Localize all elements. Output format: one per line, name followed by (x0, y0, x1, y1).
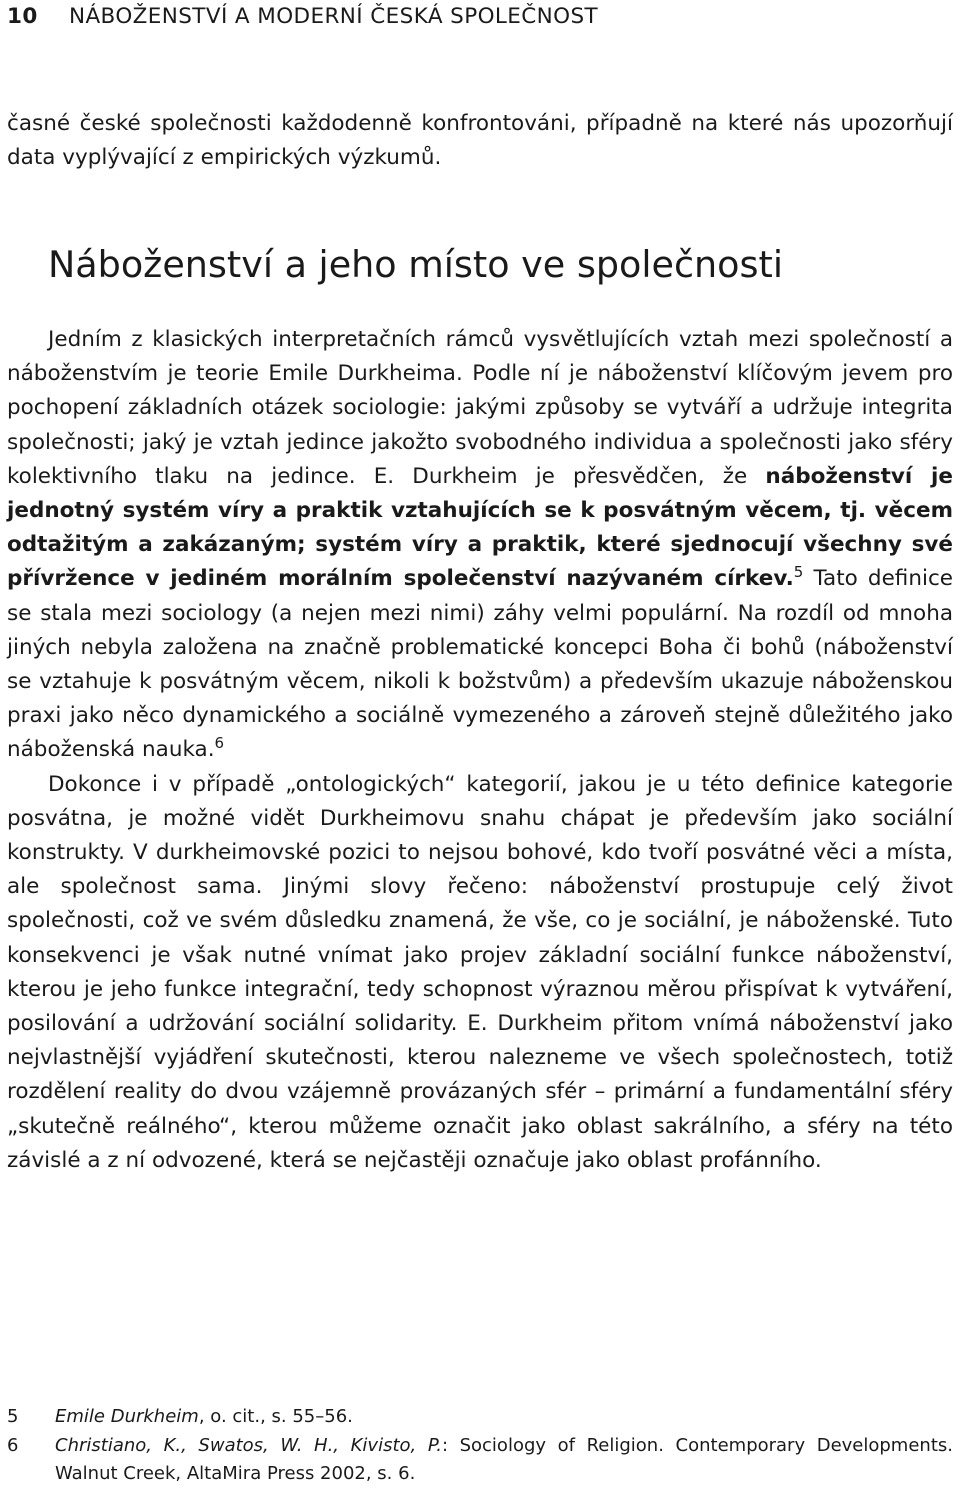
footnote-text: , o. cit., s. 55–56. (198, 1406, 353, 1427)
paragraph-1-text-a: Jedním z klasických interpretačních rámců vysvětlujících vztah mezi společností a náboženstvím je teorie Emile Durkheima. Podle ní je náboženství klíčovým jevem pro pochopení základních otázek sociologie: jakými způsoby se vytváří a udržuje integrita společnosti; jaký je vztah jedince jakožto svobodného individua a společnosti jako sféry kolektivního tlaku na jedince. E. Durkheim je přesvědčen, že (7, 327, 953, 489)
paragraph-1 (7, 323, 953, 768)
footnote-number: 6 (7, 1434, 19, 1456)
paragraph-2: Dokonce i v případě „ontologických“ kategorií, jakou je u této definice kategorie posvátna, je možné vidět Durkheimovu snahu chápat je především jako sociální konstrukty. V durkheimovské pozici to nejsou bohové, kdo tvoří posvátné věci a místa, ale společnost sama. Jinými slovy řečeno: náboženství prostupuje celý život společnosti, což ve svém důsledku znamená, že vše, co je sociální, je náboženské. Tuto konsekvenci je však nutné vnímat jako projev základní sociální funkce náboženství, kterou je jeho funkce integrační, tedy schopnost výraznou měrou přispívat k vytváření, posilování a udržování sociální solidarity. E. Durkheim přitom vnímá náboženství jako nejvlastnější vyjádření skutečnosti, kterou nalezneme ve všech společnostech, totiž rozdělení reality do dvou vzájemně provázaných sfér – primární a fundamentální sféry „skutečně reálného“, kterou můžeme označit jako oblast sakrálního, a sféry na této závislé a z ní odvozené, která se nejčastěji označuje jako oblast profánního. (7, 771, 953, 1173)
running-header (7, 2, 953, 36)
paragraph-1-text-b: Tato definice se stala mezi sociology (a nejen mezi nimi) záhy velmi populární. Na rozdíl od mnoha jiných nebyla založena na značně problematické koncepci Boha či bohů (náboženství se vztahuje k posvátným věcem, nikoli k božstvům) a především ukazuje náboženskou praxi jako něco dynamického a sociálně vymezeného a zároveň stejně důležitého jako náboženská nauka. (7, 566, 953, 763)
running-title: NÁBOŽENSTVÍ A MODERNÍ ČESKÁ SPOLEČNOST (68, 4, 599, 29)
footnote-ref-5[interactable]: 5 (793, 563, 804, 582)
footnote-ref-6[interactable]: 6 (214, 734, 225, 753)
footnote-5 (7, 1403, 953, 1432)
intro-paragraph: časné české společnosti každodenně konfrontováni, případně na které nás upozorňují data vyplývající z empirických výzkumů. (7, 111, 953, 170)
body-text (7, 323, 953, 1178)
footnote-author: Emile Durkheim (55, 1406, 199, 1427)
section-heading: Náboženství a jeho místo ve společnosti (48, 243, 783, 286)
footnote-6 (7, 1432, 953, 1489)
definition-bold: náboženství je jednotný systém víry a praktik vztahujících se k posvátným věcem, tj. věcem odtažitým a zakázaným; systém víry a praktik, které sjednocují všechny své přívržence v jediném morálním společenství nazývaném církev. (7, 463, 953, 592)
footnote-author: Christiano, K., Swatos, W. H., Kivisto, P. (55, 1434, 442, 1456)
page-number: 10 (7, 4, 38, 29)
footnotes (7, 1403, 953, 1489)
footnote-text: : Sociology of Religion. Contemporary Developments. Walnut Creek, AltaMira Press 2002, s. 6. (55, 1434, 953, 1484)
footnote-number: 5 (7, 1406, 19, 1427)
